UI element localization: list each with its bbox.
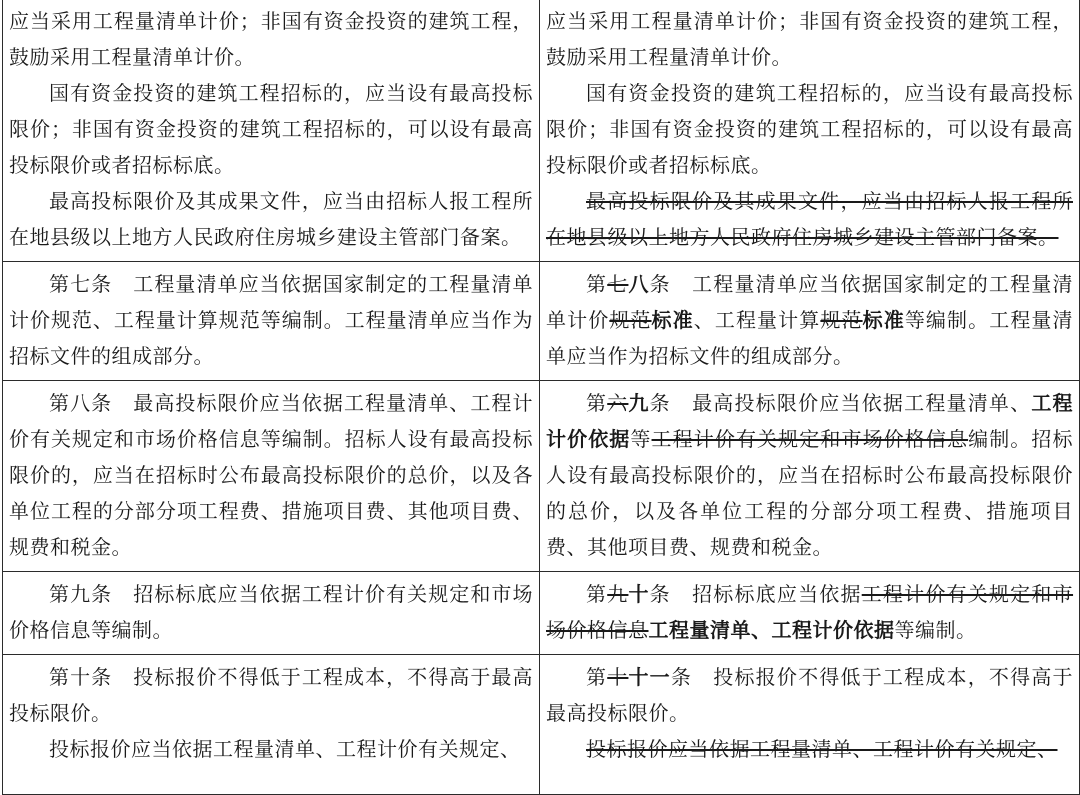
text-run: 等编制。 bbox=[894, 618, 977, 642]
original-text-cell bbox=[3, 262, 540, 381]
deleted-text: 九 bbox=[607, 582, 629, 606]
text-run: 第十条 投标报价不得低于工程成本，不得高于最高投标限价。 bbox=[9, 665, 533, 725]
text-run: 条 投标报价不得低于工程成本，不得高于最高投标限价。 bbox=[546, 665, 1074, 725]
text-run: 条 最高投标限价应当依据工程量清单、 bbox=[649, 391, 1032, 415]
deleted-text: 工程计价有关规定和市场价格信息 bbox=[651, 427, 969, 451]
table-row bbox=[3, 572, 1080, 655]
article-nine bbox=[9, 576, 533, 648]
original-text-cell bbox=[3, 572, 540, 655]
deleted-text: 工程计价有关规定和市场价格信息 bbox=[546, 582, 1074, 642]
article-ten bbox=[9, 659, 533, 731]
inserted-text: 九 bbox=[628, 391, 650, 415]
original-text-cell bbox=[3, 0, 540, 262]
inserted-text: 工程量清单、工程计价依据 bbox=[648, 618, 895, 642]
text-run: 国有资金投资的建筑工程招标的，应当设有最高投标限价；非国有资金投资的建筑工程招标的，可以设有最高投标限价或者招标标底。 bbox=[9, 81, 533, 177]
table-row bbox=[3, 655, 1080, 795]
deleted-text: 十 bbox=[607, 665, 629, 689]
deleted-text: 六 bbox=[607, 391, 629, 415]
inserted-text: 标准 bbox=[862, 308, 905, 332]
table-row bbox=[3, 0, 1080, 262]
deleted-text: 规范 bbox=[820, 308, 863, 332]
table-row bbox=[3, 381, 1080, 572]
text-run: 、工程量计算 bbox=[693, 308, 821, 332]
text-run: 等编制。工程量清单应当作为招标文件的组成部分。 bbox=[546, 308, 1074, 368]
article-eight-revised bbox=[546, 266, 1073, 374]
revised-text-cell bbox=[540, 0, 1080, 262]
paragraph bbox=[546, 183, 1073, 255]
deleted-text: 七 bbox=[607, 272, 629, 296]
original-text-cell bbox=[3, 655, 540, 795]
text-run: 国有资金投资的建筑工程招标的，应当设有最高投标限价；非国有资金投资的建筑工程招标的，可以设有最高投标限价或者招标标底。 bbox=[546, 81, 1073, 177]
article-eight bbox=[9, 385, 533, 565]
deleted-text: 最高投标限价及其成果文件，应当由招标人报工程所在地县级以上地方人民政府住房城乡建设主管部门备案。 bbox=[546, 189, 1073, 249]
deleted-text: 规范 bbox=[609, 308, 652, 332]
text-run: 第 bbox=[586, 582, 608, 606]
text-run: 最高投标限价及其成果文件，应当由招标人报工程所在地县级以上地方人民政府住房城乡建设主管部门备案。 bbox=[9, 189, 533, 249]
article-seven bbox=[9, 266, 533, 374]
paragraph bbox=[546, 75, 1073, 183]
inserted-text: 十 bbox=[628, 582, 650, 606]
text-run: 第 bbox=[586, 272, 608, 296]
text-run: 第 bbox=[586, 391, 608, 415]
article-nine-revised bbox=[546, 385, 1073, 565]
revised-text-cell bbox=[540, 262, 1080, 381]
revised-text-cell bbox=[540, 655, 1080, 795]
text-run: 条 工程量清单应当依据国家制定的工程量清单计价 bbox=[546, 272, 1074, 332]
text-run: 投标报价应当依据工程量清单、工程计价有关规定、 bbox=[49, 737, 521, 761]
table-row bbox=[3, 262, 1080, 381]
inserted-text: 十一 bbox=[628, 665, 671, 689]
article-eleven-revised bbox=[546, 659, 1073, 731]
text-run: 应当采用工程量清单计价；非国有资金投资的建筑工程，鼓励采用工程量清单计价。 bbox=[9, 9, 533, 69]
inserted-text: 工程计价依据 bbox=[546, 391, 1074, 451]
comparison-table bbox=[2, 0, 1080, 795]
inserted-text: 标准 bbox=[651, 308, 694, 332]
revised-text-cell bbox=[540, 381, 1080, 572]
paragraph bbox=[9, 75, 533, 183]
text-run: 编制。招标人设有最高投标限价的，应当在招标时公布最高投标限价的总价，以及各单位工程的分部分项工程费、措施项目费、其他项目费、规费和税金。 bbox=[546, 427, 1074, 559]
paragraph bbox=[9, 731, 533, 767]
original-text-cell bbox=[3, 381, 540, 572]
revised-text-cell bbox=[540, 572, 1080, 655]
text-run: 第七条 工程量清单应当依据国家制定的工程量清单计价规范、工程量计算规范等编制。工程量清单应当作为招标文件的组成部分。 bbox=[9, 272, 533, 368]
text-run: 条 招标标底应当依据 bbox=[649, 582, 862, 606]
paragraph bbox=[546, 731, 1073, 767]
deleted-text: 投标报价应当依据工程量清单、工程计价有关规定、 bbox=[586, 737, 1058, 761]
paragraph bbox=[9, 3, 533, 75]
paragraph bbox=[9, 183, 533, 255]
text-run: 等 bbox=[630, 427, 652, 451]
text-run: 第八条 最高投标限价应当依据工程量清单、工程计价有关规定和市场价格信息等编制。招标人设有最高投标限价的，应当在招标时公布最高投标限价的总价，以及各单位工程的分部分项工程费、措施项目费、其他项目费、规费和税金。 bbox=[9, 391, 533, 559]
text-run: 第九条 招标标底应当依据工程计价有关规定和市场价格信息等编制。 bbox=[9, 582, 533, 642]
text-run: 第 bbox=[586, 665, 608, 689]
paragraph bbox=[546, 3, 1073, 75]
inserted-text: 八 bbox=[628, 272, 650, 296]
article-ten-revised bbox=[546, 576, 1073, 648]
text-run: 应当采用工程量清单计价；非国有资金投资的建筑工程，鼓励采用工程量清单计价。 bbox=[546, 9, 1073, 69]
